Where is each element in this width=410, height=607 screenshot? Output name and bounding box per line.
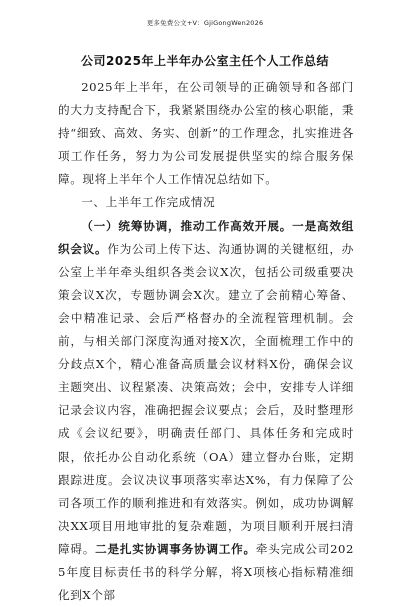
point-body-1: 作为公司上传下达、沟通协调的关键枢纽，办公室上半年牵头组织各类会议X次，包括公司级重要决策会议X次，专题协调会X次。建立了会前精心筹备、会中精准记录、会后严格督办的全流程管理机制。会前，与相关部门深度沟通对接X次，全面梳理工作中的分歧点X个，精心准备高质量会议材料X份，确保会议主题突出、议程紧凑、决策高效；会中，安排专人详细记录会议内容，准确把握会议要点；会后，及时整理形成《会议纪要》，明确责任部门、具体任务和完成时限，依托办公自动化系统（OA）建立督办台账，定期跟踪进度。会议决议事项落实率达X%，有力保障了公司各项工作的顺利推进和有效落实。例如，成功协调解决XX项目用地审批的复杂难题，为项目顺利开展扫清障碍。 (58, 241, 354, 556)
point-body-2: 牵头完成公司2025年度目标责任书的科学分解，将X项核心指标精准细化到X个部 (58, 541, 354, 603)
point-lead-1: 一是高效组织会议。 (58, 218, 354, 256)
section-heading: 一、上半年工作完成情况 (81, 195, 216, 210)
document-body (58, 76, 354, 607)
intro-paragraph: 2025年上半年，在公司领导的正确领导和各部门的大力支持配合下，我紧紧围绕办公室的核心职能，秉持“细致、高效、务实、创新”的工作理念，扎实推进各项工作任务，努力为公司发展提供坚实的综合服务保障。现将上半年个人工作情况总结如下。 (58, 80, 354, 187)
subsection-paragraph-1 (58, 215, 354, 607)
header-note: 更多免费公文+V：GjiGongWen2026 (146, 19, 264, 27)
subsection-heading-1: （一）统筹协调，推动工作高效开展。 (81, 218, 293, 233)
point-lead-2: 二是扎实协调事务协调工作。 (95, 541, 256, 556)
document-title: 公司2025年上半年办公室主任个人工作总结 (81, 54, 329, 68)
